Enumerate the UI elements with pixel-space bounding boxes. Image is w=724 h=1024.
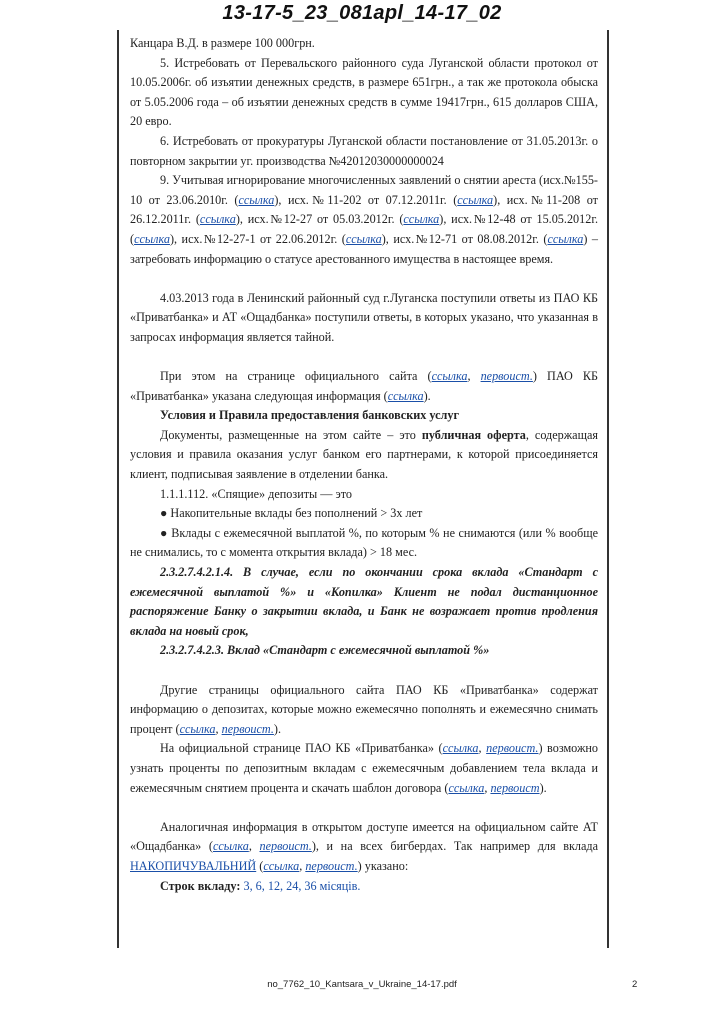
link[interactable]: ссылка [442,741,479,756]
paragraph: 9. Учитывая игнорирование многочисленных заявлений о снятии ареста (исх.№155-10 от 23.06.2010г. (ссылка), исх.№11-202 от 07.12.2011г. (ссылка), исх.№11-208 от 26.12.2011г. (ссылка), исх.№12-27 от 05.03.2012г. (ссылка), исх.№12-48 от 15.05.2012г. (ссылка), исх.№12-27-1 от 22.06.2012г. (ссылка), исх.№12-71 от 08.08.2012г. (ссылка) – затребовать информацию о статусе арестованного имущества в настоящее время. [130,173,598,266]
link[interactable]: ссылка [547,231,584,246]
paragraph: Канцара В.Д. в размере 100 000грн. [130,36,315,50]
paragraph: 5. Истребовать от Перевальского районного суда Луганской области протокол от 10.05.2006г. об изъятии денежных средств, в размере 651грн., а так же протокола обыска от 5.05.2006 года – об изъятии денежных средств в сумме 19417грн., 615 долларов США, 20 евро. [130,55,598,129]
link[interactable]: ссылка [238,192,275,207]
footer-filename: no_7762_10_Kantsara_v_Ukraine_14-17.pdf [267,979,457,990]
link-pervoist[interactable]: первоист. [486,741,539,756]
link[interactable]: ссылка [431,369,468,384]
paragraph: Строк вкладу: 3, 6, 12, 24, 36 місяців. [160,878,361,893]
paragraph: При этом на странице официального сайта (ссылка, первоист.) ПАО КБ «Приватбанка» указана следующая информация (ссылка). [130,369,599,403]
link[interactable]: ссылка [345,231,382,246]
link-pervoist[interactable]: первоист. [480,369,533,384]
link[interactable]: ссылка [134,231,170,246]
document-body [130,34,598,896]
link-nakopychuvalnyi[interactable]: НАКОПИЧУВАЛЬНИЙ [130,858,257,873]
link-pervoist[interactable]: первоист [490,780,540,795]
page-number: 2 [632,979,638,990]
paragraph: Аналогичная информация в открытом доступе имеется на официальном сайте АТ «Ощадбанка» (ссылка, первоист.), и на всех бигбердах. Так например для вклада НАКОПИЧУВАЛЬНИЙ (ссылка, первоист.) указано: [130,819,599,873]
list-item: ● Накопительные вклады без пополнений > 3х лет [160,506,423,521]
paragraph: 2.3.2.7.4.2.1.4. В случае, если по окончании срока вклада «Стандарт с ежемесячной выплатой %» и «Копилка» Клиент не подал дистанционное распоряжение Банку о закрытии вклада, и Банк не возражает против продления вклада на новый срок, [130,565,598,638]
link[interactable]: ссылка [457,192,494,207]
link[interactable]: ссылка [263,858,300,873]
paragraph: На официальной странице ПАО КБ «Приватбанка» (ссылка, первоист.) возможно узнать проценты по депозитным вкладам с ежемесячным добавлением тела вклада и ежемесячным снятием процента и скачать шаблон договора (ссылка, первоист). [130,741,599,795]
paragraph: Документы, размещенные на этом сайте – это публичная оферта, содержащая условия и правила оказания услуг банком его партнерами, к которой присоединяется клиент, подписывая заявление в отделении банка. [130,427,598,482]
link[interactable]: ссылка [387,388,424,403]
document-header: 13-17-5_23_081apl_14-17_02 [222,2,502,24]
paragraph: 6. Истребовать от прокуратуры Луганской области постановление от 31.05.2013г. о повторном закрытии уг. производства №42012030000000024 [130,133,598,168]
link-pervoist[interactable]: первоист. [259,839,312,854]
paragraph: 4.03.2013 года в Ленинский районный суд г.Луганска поступили ответы из ПАО КБ «Приватбанка» и АТ «Ощадбанка» поступили ответы, в которых указано, что указанная в запросах информация является тайной. [130,290,598,344]
link-pervoist[interactable]: первоист. [305,858,358,873]
paragraph: 1.1.1.112. «Спящие» депозиты — это [160,486,353,501]
link[interactable]: ссылка [403,212,440,227]
list-item: ● Вклады с ежемесячной выплатой %, по которым % не снимаются (или % вообще не снимались, то с момента открытия вклада) > 18 мес. [130,525,598,560]
link[interactable]: ссылка [212,839,249,854]
paragraph: 2.3.2.7.4.2.3. Вклад «Стандарт с ежемесячной выплатой %» [160,643,490,658]
link[interactable]: ссылка [179,721,216,736]
link[interactable]: ссылка [448,780,485,795]
link[interactable]: ссылка [199,212,236,227]
section-heading: Условия и Правила предоставления банковских услуг [160,408,459,423]
paragraph: Другие страницы официального сайта ПАО КБ «Приватбанка» содержат информацию о депозитах, которые можно ежемесячно пополнять и ежемесячно снимать процент (ссылка, первоист.). [130,682,598,736]
link-pervoist[interactable]: первоист. [221,721,274,736]
